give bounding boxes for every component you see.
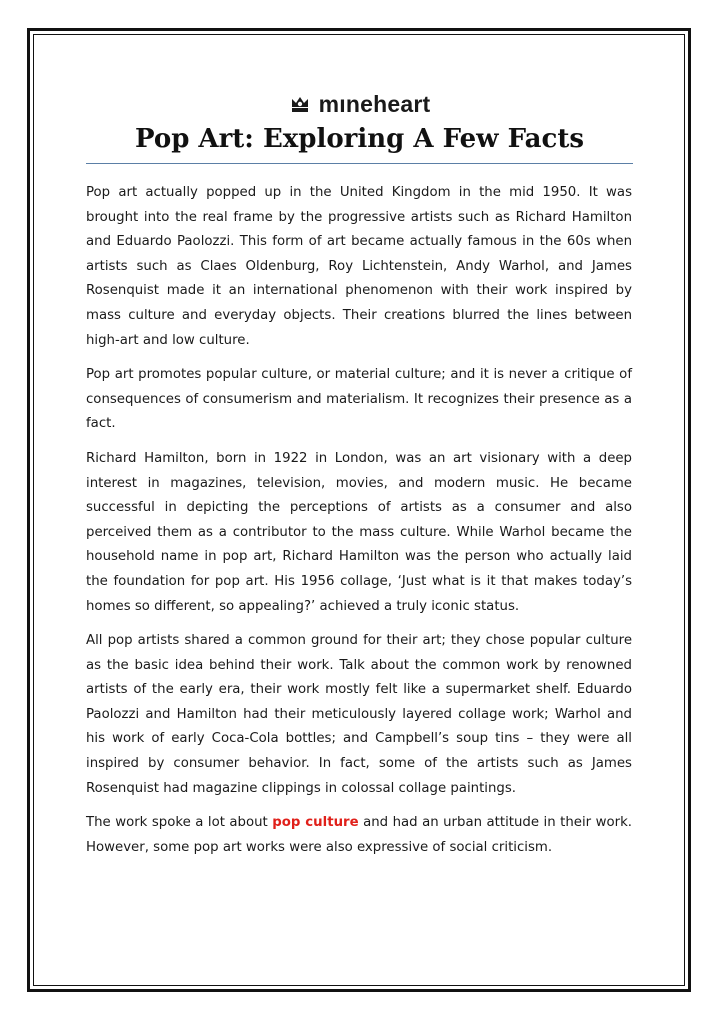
paragraph-last	[86, 811, 632, 860]
title-divider	[86, 163, 633, 164]
paragraph: All pop artists shared a common ground for their art; they chose popular culture as the basic idea behind their work. Talk about the common work by renowned artists of the early era, their work mostly felt like a supermarket shelf. Eduardo Paolozzi and Hamilton had their meticulously layered collage work; Warhol and his work of early Coca-Cola bottles; and Campbell’s soup tins – they were all inspired by consumer behavior. In fact, some of the artists such as James Rosenquist had magazine clippings in colossal collage paintings.	[86, 633, 632, 796]
page-title: Pop Art: Exploring A Few Facts	[135, 124, 584, 154]
paragraph: Richard Hamilton, born in 1922 in London, was an art visionary with a deep interest in magazines, television, movies, and modern music. He became successful in depicting the perceptions of artists as a consumer and also perceived them as a contributor to the mass culture. While Warhol became the household name in pop art, Richard Hamilton was the person who actually laid the foundation for pop art. His 1956 collage, ‘Just what is it that makes today’s homes so different, so appealing?’ achieved a truly iconic status.	[86, 450, 632, 614]
article-body	[86, 181, 632, 870]
logo-text: mıneheart	[318, 90, 431, 117]
pop-culture-link[interactable]: pop culture	[272, 815, 359, 831]
crown-icon	[289, 93, 311, 115]
logo	[0, 90, 719, 118]
paragraph: Pop art promotes popular culture, or material culture; and it is never a critique of consequences of consumerism and materialism. It recognizes their presence as a fact.	[86, 367, 632, 432]
paragraph: Pop art actually popped up in the United Kingdom in the mid 1950. It was brought into the real frame by the progressive artists such as Richard Hamilton and Eduardo Paolozzi. This form of art became actually famous in the 60s when artists such as Claes Oldenburg, Roy Lichtenstein, Andy Warhol, and James Rosenquist made it an international phenomenon with their work inspired by mass culture and everyday objects. Their creations blurred the lines between high-art and low culture.	[86, 185, 632, 348]
paragraph-text: The work spoke a lot about	[86, 815, 273, 831]
paragraph-text: and had an urban attitude in their work. However, some pop art works were also expressive of social criticism.	[86, 815, 632, 855]
